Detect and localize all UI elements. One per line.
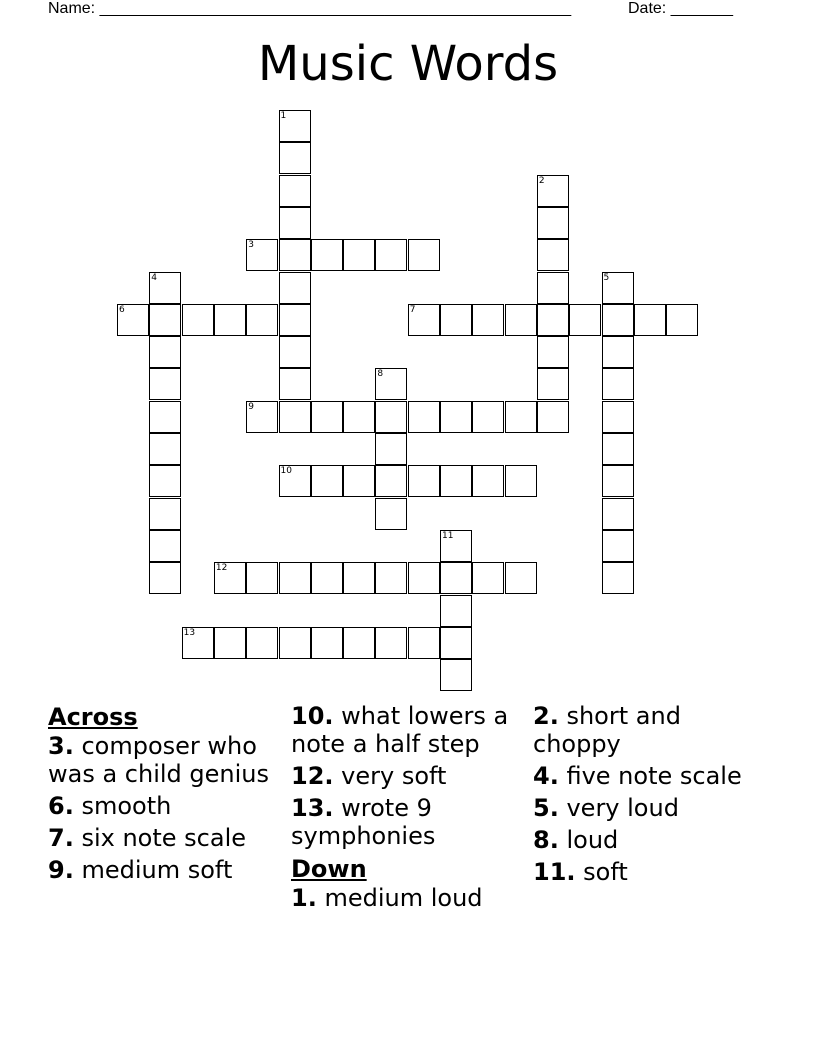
clue-number: 10	[280, 466, 292, 477]
grid-cell[interactable]	[505, 562, 537, 594]
clue-number: 13	[183, 627, 196, 638]
grid-cell[interactable]	[279, 304, 311, 336]
grid-cell[interactable]	[214, 627, 246, 659]
grid-cell[interactable]	[569, 304, 601, 336]
grid-cell[interactable]	[375, 239, 407, 271]
grid-cell[interactable]	[149, 562, 181, 594]
clue-column-3	[533, 702, 769, 890]
grid-cell[interactable]	[246, 401, 278, 433]
grid-cell[interactable]	[440, 562, 472, 594]
clue-number: 5	[603, 272, 610, 283]
grid-cell[interactable]	[279, 272, 311, 304]
grid-cell[interactable]	[375, 562, 407, 594]
grid-cell[interactable]	[311, 627, 343, 659]
grid-cell[interactable]	[279, 562, 311, 594]
date-blank[interactable]: _______	[670, 0, 733, 17]
down-clue-4: 4. five note scale	[533, 762, 742, 790]
grid-cell[interactable]	[149, 368, 181, 400]
grid-cell[interactable]	[182, 304, 214, 336]
grid-cell[interactable]	[440, 595, 472, 627]
across-clue-7: 7. six note scale	[48, 824, 247, 852]
grid-cell[interactable]	[149, 304, 181, 336]
down-heading: Down	[291, 855, 367, 883]
grid-cell[interactable]	[602, 336, 634, 368]
clue-column-1	[48, 702, 284, 888]
grid-cell[interactable]	[440, 401, 472, 433]
grid-cell[interactable]	[311, 465, 343, 497]
grid-cell[interactable]	[149, 272, 181, 304]
grid-cell[interactable]	[375, 401, 407, 433]
clue-number: 6	[119, 304, 125, 315]
grid-cell[interactable]	[440, 530, 472, 562]
across-clue-9: 9. medium soft	[48, 856, 233, 884]
grid-cell[interactable]	[408, 401, 440, 433]
clue-number: 12	[215, 563, 228, 574]
grid-cell[interactable]	[472, 401, 504, 433]
clue-number: 9	[248, 401, 254, 412]
grid-cell[interactable]	[537, 272, 569, 304]
grid-cell[interactable]	[117, 304, 149, 336]
grid-cell[interactable]	[214, 304, 246, 336]
grid-cell[interactable]	[149, 336, 181, 368]
grid-cell[interactable]	[149, 530, 181, 562]
clue-number: 1	[280, 111, 287, 121]
grid-cell[interactable]	[537, 239, 569, 271]
clue-number: 11	[442, 530, 454, 541]
grid-cell[interactable]	[214, 562, 246, 594]
grid-cell[interactable]	[505, 304, 537, 336]
grid-cell[interactable]	[279, 175, 311, 207]
grid-cell[interactable]	[343, 562, 375, 594]
grid-cell[interactable]	[666, 304, 698, 336]
grid-cell[interactable]	[311, 401, 343, 433]
grid-cell[interactable]	[375, 433, 407, 465]
grid-cell[interactable]	[279, 142, 311, 174]
clue-number: 8	[377, 369, 384, 380]
grid-cell[interactable]	[375, 627, 407, 659]
down-clue-11: 11. soft	[533, 858, 628, 886]
grid-cell[interactable]	[537, 368, 569, 400]
grid-cell[interactable]	[375, 498, 407, 530]
grid-cell[interactable]	[602, 498, 634, 530]
grid-cell[interactable]	[602, 433, 634, 465]
grid-cell[interactable]	[279, 401, 311, 433]
grid-cell[interactable]	[408, 239, 440, 271]
grid-cell[interactable]	[505, 401, 537, 433]
grid-cell[interactable]	[246, 627, 278, 659]
grid-cell[interactable]	[602, 272, 634, 304]
grid-cell[interactable]	[602, 368, 634, 400]
grid-cell[interactable]	[149, 433, 181, 465]
grid-cell[interactable]	[343, 627, 375, 659]
grid-cell[interactable]	[472, 465, 504, 497]
clue-column-2	[291, 702, 527, 916]
across-clue-10: 10. what lowers a note a half step	[291, 702, 509, 758]
clue-number: 3	[248, 240, 254, 251]
grid-cell[interactable]	[602, 562, 634, 594]
grid-cell[interactable]	[149, 401, 181, 433]
down-clue-1: 1. medium loud	[291, 884, 483, 912]
down-clue-2: 2. short and choppy	[533, 702, 681, 758]
down-clue-5: 5. very loud	[533, 794, 679, 822]
grid-cell[interactable]	[537, 207, 569, 239]
grid-cell[interactable]	[472, 304, 504, 336]
clue-number: 4	[151, 272, 158, 283]
grid-cell[interactable]	[182, 627, 214, 659]
grid-cell[interactable]	[537, 336, 569, 368]
down-clue-8: 8. loud	[533, 826, 619, 854]
grid-cell[interactable]	[343, 401, 375, 433]
across-clue-6: 6. smooth	[48, 792, 172, 820]
grid-cell[interactable]	[537, 401, 569, 433]
grid-cell[interactable]	[440, 627, 472, 659]
grid-cell[interactable]	[440, 465, 472, 497]
grid-cell[interactable]	[602, 401, 634, 433]
grid-cell[interactable]	[246, 304, 278, 336]
name-blank[interactable]: _____________________________________________________	[99, 0, 572, 17]
grid-cell[interactable]	[279, 465, 311, 497]
grid-cell[interactable]	[602, 530, 634, 562]
grid-cell[interactable]	[408, 562, 440, 594]
grid-cell[interactable]	[149, 465, 181, 497]
grid-cell[interactable]	[634, 304, 666, 336]
grid-cell[interactable]	[279, 110, 311, 142]
grid-cell[interactable]	[279, 336, 311, 368]
name-label: Name:	[48, 0, 96, 17]
grid-cell[interactable]	[311, 239, 343, 271]
grid-cell[interactable]	[408, 627, 440, 659]
across-clue-3: 3. composer who was a child genius	[48, 732, 270, 788]
page-title: Music Words	[257, 36, 559, 92]
grid-cell[interactable]	[279, 239, 311, 271]
grid-cell[interactable]	[246, 562, 278, 594]
clue-number: 2	[538, 175, 545, 186]
grid-cell[interactable]	[440, 659, 472, 691]
grid-cell[interactable]	[343, 465, 375, 497]
grid-cell[interactable]	[343, 239, 375, 271]
grid-cell[interactable]	[279, 627, 311, 659]
grid-cell[interactable]	[602, 304, 634, 336]
grid-cell[interactable]	[279, 207, 311, 239]
grid-cell[interactable]	[505, 465, 537, 497]
grid-cell[interactable]	[375, 368, 407, 400]
grid-cell[interactable]	[149, 498, 181, 530]
grid-cell[interactable]	[602, 465, 634, 497]
across-clue-12: 12. very soft	[291, 762, 447, 790]
across-heading: Across	[48, 703, 138, 731]
grid-cell[interactable]	[246, 239, 278, 271]
grid-cell[interactable]	[375, 465, 407, 497]
grid-cell[interactable]	[440, 304, 472, 336]
grid-cell[interactable]	[279, 368, 311, 400]
grid-cell[interactable]	[537, 304, 569, 336]
across-clue-13: 13. wrote 9 symphonies	[291, 794, 436, 850]
grid-cell[interactable]	[408, 465, 440, 497]
grid-cell[interactable]	[311, 562, 343, 594]
grid-cell[interactable]	[537, 175, 569, 207]
grid-cell[interactable]	[408, 304, 440, 336]
date-label: Date:	[628, 0, 667, 17]
clue-number: 7	[409, 304, 416, 315]
grid-cell[interactable]	[472, 562, 504, 594]
